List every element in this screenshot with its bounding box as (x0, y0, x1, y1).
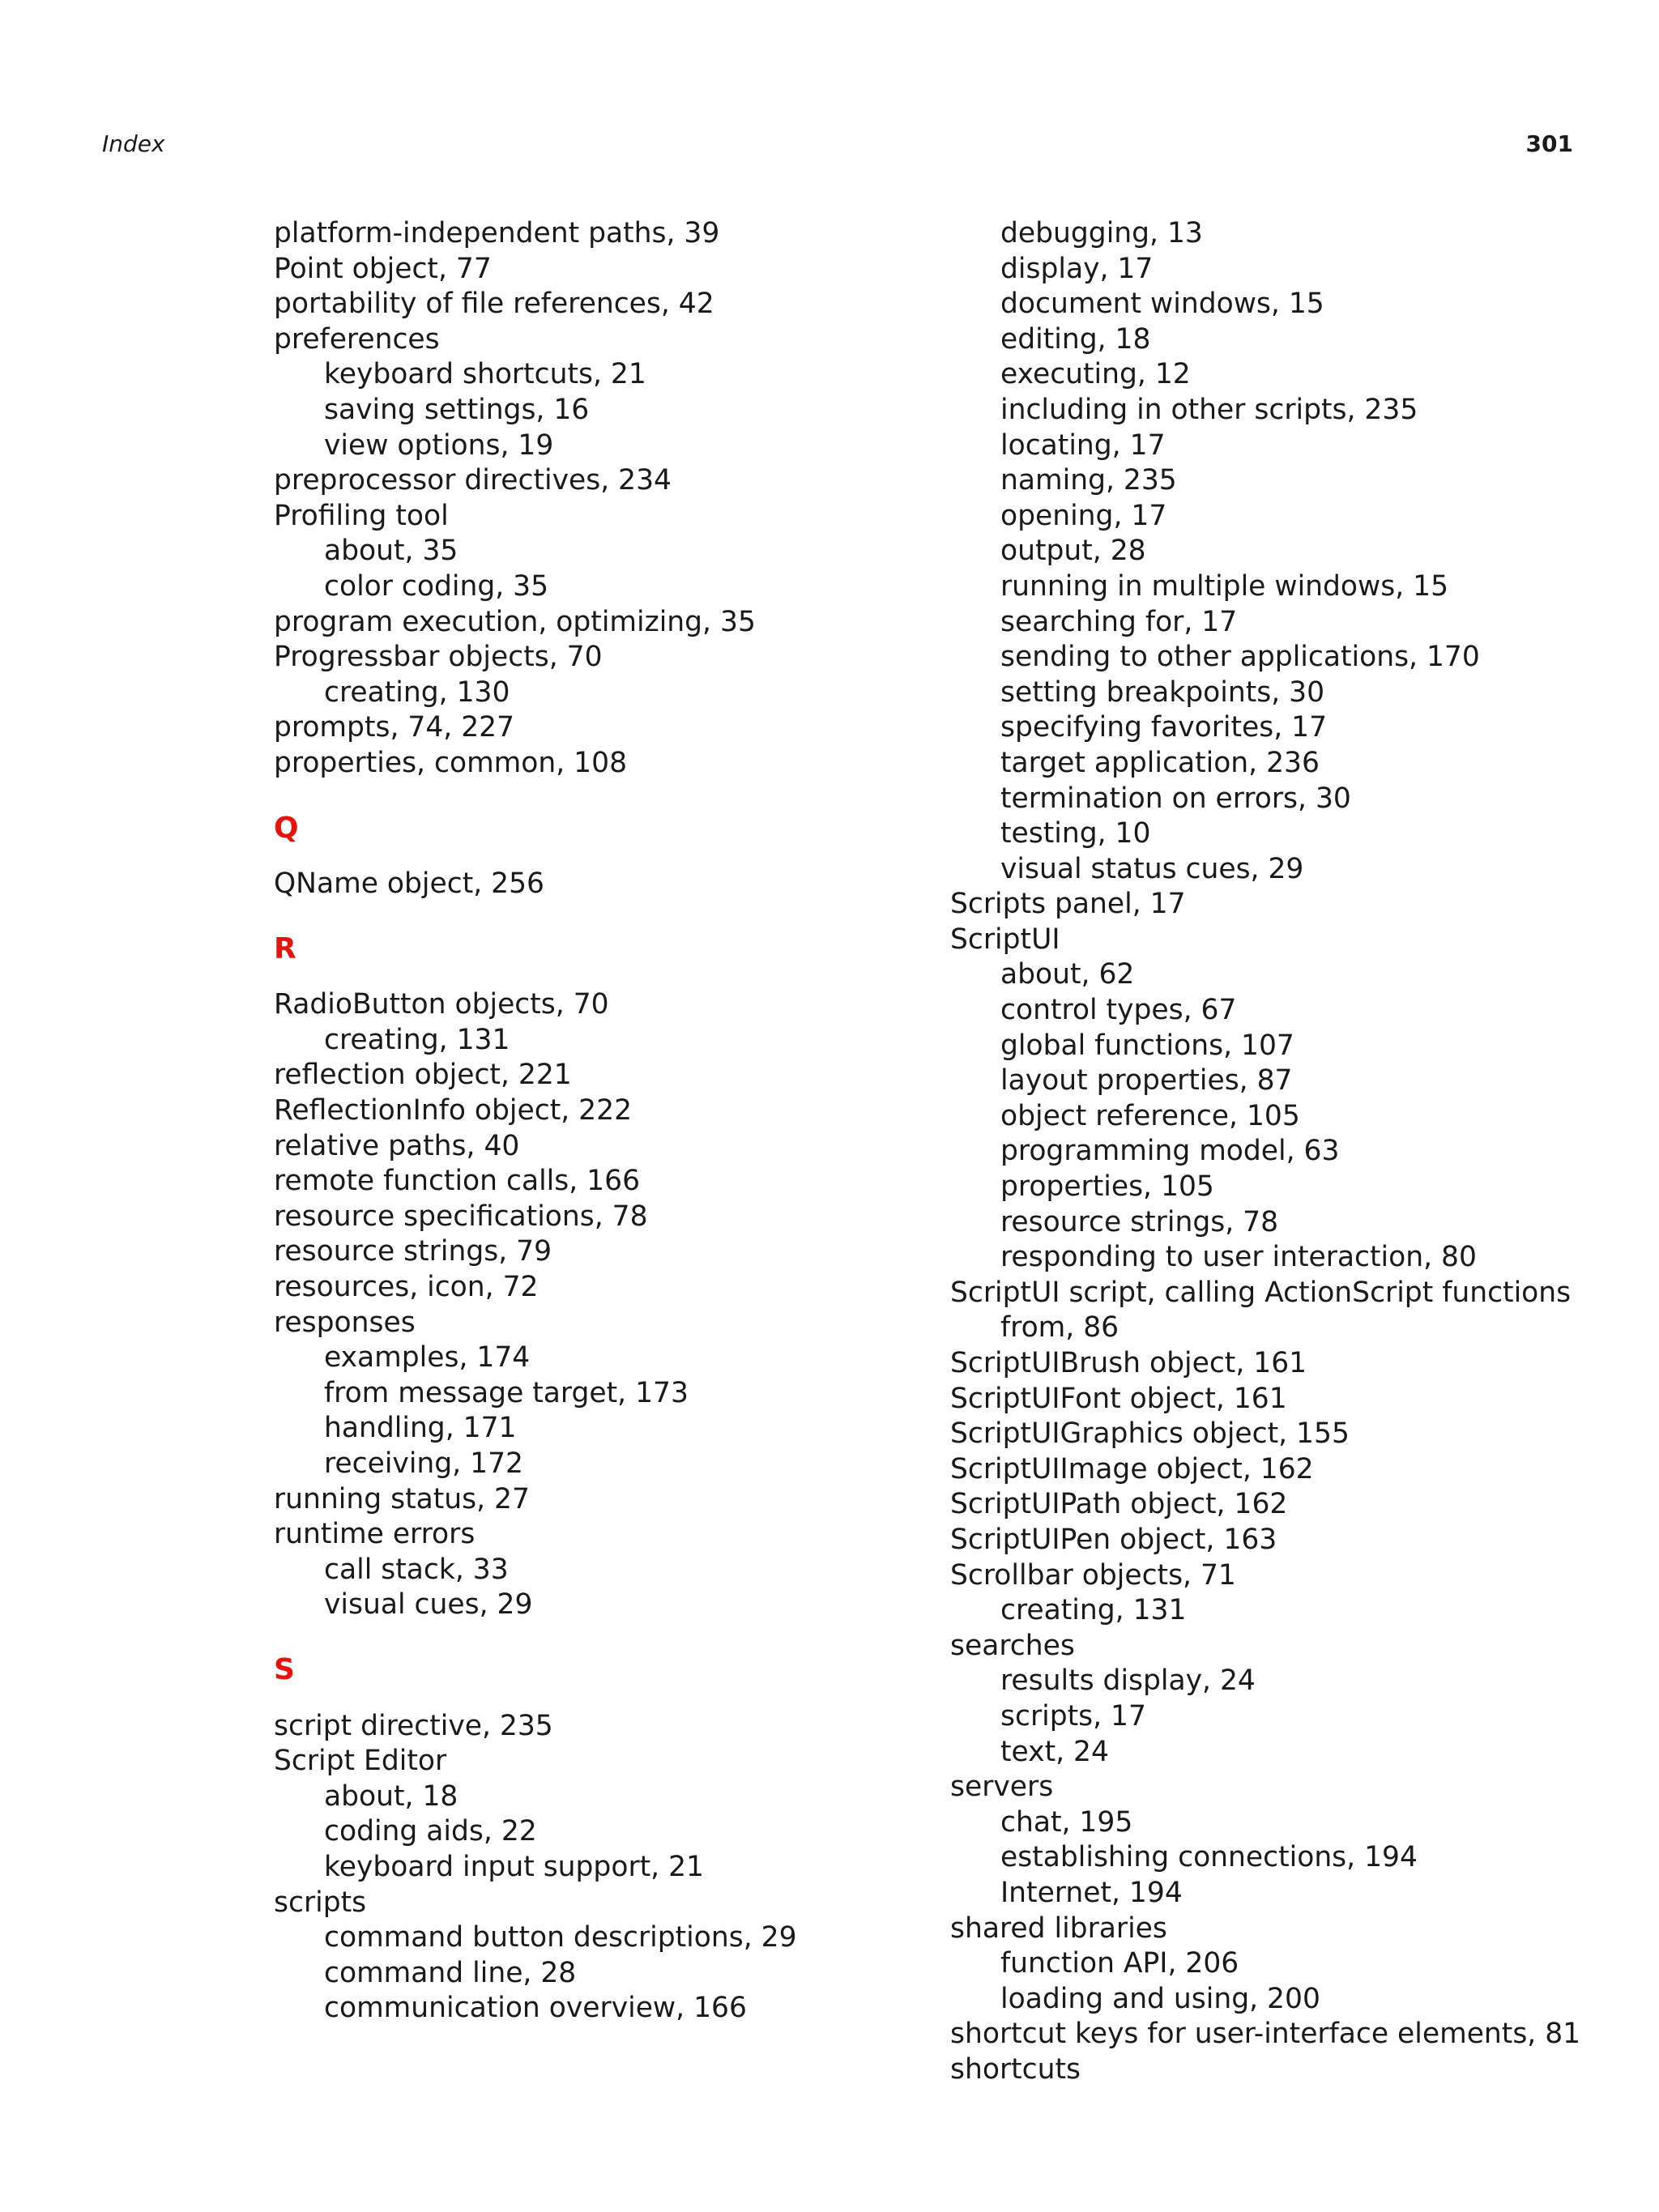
index-subentry: sending to other applications, 170 (1000, 641, 1480, 674)
running-head: Index (102, 130, 165, 157)
letter-heading: S (274, 1652, 295, 1686)
index-subentry: global functions, 107 (1000, 1029, 1294, 1062)
index-subentry: saving settings, 16 (324, 393, 590, 426)
letter-heading: R (274, 931, 296, 965)
index-entry: resource specifications, 78 (274, 1200, 648, 1233)
index-entry: Progressbar objects, 70 (274, 641, 603, 674)
index-subentry: including in other scripts, 235 (1000, 393, 1418, 426)
index-subentry: communication overview, 166 (324, 1992, 747, 2025)
index-entry: RadioButton objects, 70 (274, 988, 609, 1021)
index-column-right (950, 216, 1639, 2087)
index-subentry: command line, 28 (324, 1956, 577, 1989)
index-subentry: programming model, 63 (1000, 1135, 1340, 1168)
index-subentry: color coding, 35 (324, 569, 549, 603)
index-subentry: setting breakpoints, 30 (1000, 676, 1325, 709)
index-entry: ScriptUIPen object, 163 (950, 1523, 1277, 1556)
index-entry: ScriptUIFont object, 161 (950, 1382, 1287, 1415)
index-entry: portability of file references, 42 (274, 288, 714, 321)
index-subentry: responding to user interaction, 80 (1000, 1241, 1477, 1274)
index-entry: ScriptUIPath object, 162 (950, 1488, 1288, 1521)
letter-heading: Q (274, 811, 299, 845)
index-subentry: naming, 235 (1000, 464, 1177, 497)
index-subentry: specifying favorites, 17 (1000, 711, 1328, 744)
index-subentry: coding aids, 22 (324, 1815, 537, 1848)
index-entry: preferences (274, 322, 440, 356)
index-subentry: executing, 12 (1000, 358, 1191, 391)
index-column-left (274, 216, 962, 2027)
index-entry: runtime errors (274, 1518, 476, 1551)
index-subentry: text, 24 (1000, 1735, 1109, 1768)
index-entry: resource strings, 79 (274, 1235, 552, 1268)
index-subentry: opening, 17 (1000, 499, 1167, 532)
index-subentry: results display, 24 (1000, 1664, 1256, 1698)
index-subentry: termination on errors, 30 (1000, 782, 1351, 815)
index-entry: ScriptUI (950, 923, 1060, 956)
index-entry: script directive, 235 (274, 1709, 553, 1742)
index-entry: program execution, optimizing, 35 (274, 605, 756, 638)
index-entry: Scripts panel, 17 (950, 888, 1186, 921)
index-subentry: receiving, 172 (324, 1447, 523, 1480)
index-subentry: creating, 131 (1000, 1594, 1187, 1627)
page-number: 301 (1525, 130, 1573, 157)
index-subentry: from message target, 173 (324, 1376, 689, 1409)
index-subentry: output, 28 (1000, 535, 1146, 568)
index-subentry: Internet, 194 (1000, 1876, 1183, 1909)
index-subentry: display, 17 (1000, 252, 1154, 285)
index-entry: platform-independent paths, 39 (274, 217, 720, 249)
index-subentry: keyboard input support, 21 (324, 1850, 704, 1883)
index-entry: searches (950, 1629, 1075, 1662)
index-subentry: target application, 236 (1000, 746, 1320, 779)
index-subentry: keyboard shortcuts, 21 (324, 358, 646, 391)
index-subentry: locating, 17 (1000, 428, 1166, 462)
index-entry: ReflectionInfo object, 222 (274, 1094, 633, 1127)
index-subentry: control types, 67 (1000, 994, 1237, 1027)
index-subentry: handling, 171 (324, 1412, 517, 1445)
index-subentry: creating, 130 (324, 676, 510, 709)
index-subentry: chat, 195 (1000, 1805, 1133, 1839)
index-entry: Profiling tool (274, 499, 449, 532)
index-entry: shortcut keys for user-interface elements, 81 (950, 2018, 1581, 2051)
index-entry: servers (950, 1771, 1054, 1804)
index-entry: resources, icon, 72 (274, 1271, 539, 1304)
index-entry: properties, common, 108 (274, 746, 628, 779)
index-subentry: object reference, 105 (1000, 1099, 1300, 1132)
index-subentry: creating, 131 (324, 1023, 510, 1056)
index-subentry: establishing connections, 194 (1000, 1841, 1418, 1874)
index-entry: preprocessor directives, 234 (274, 464, 672, 497)
index-subentry: about, 62 (1000, 958, 1135, 991)
index-entry: shortcuts (950, 2052, 1081, 2086)
index-entry: prompts, 74, 227 (274, 711, 515, 744)
index-entry: Scrollbar objects, 71 (950, 1558, 1236, 1592)
index-subentry: examples, 174 (324, 1341, 531, 1375)
index-subentry: view options, 19 (324, 428, 554, 462)
index-entry: ScriptUIImage object, 162 (950, 1452, 1314, 1485)
index-entry: ScriptUI script, calling ActionScript functions from, 86 (950, 1276, 1572, 1345)
index-subentry: about, 35 (324, 535, 458, 568)
index-subentry: about, 18 (324, 1779, 458, 1813)
index-subentry: properties, 105 (1000, 1170, 1214, 1204)
index-subentry: scripts, 17 (1000, 1699, 1146, 1733)
index-entry: running status, 27 (274, 1482, 530, 1515)
index-subentry: call stack, 33 (324, 1553, 509, 1586)
index-subentry: visual status cues, 29 (1000, 852, 1304, 885)
index-entry: scripts (274, 1886, 367, 1919)
index-subentry: function API, 206 (1000, 1947, 1239, 1980)
index-subentry: searching for, 17 (1000, 605, 1238, 638)
index-subentry: visual cues, 29 (324, 1588, 533, 1622)
index-subentry: command button descriptions, 29 (324, 1921, 797, 1954)
index-subentry: editing, 18 (1000, 322, 1151, 356)
index-subentry: layout properties, 87 (1000, 1064, 1293, 1097)
index-subentry: debugging, 13 (1000, 217, 1203, 249)
index-subentry: document windows, 15 (1000, 288, 1324, 321)
index-entry: ScriptUIBrush object, 161 (950, 1347, 1307, 1379)
index-subentry: resource strings, 78 (1000, 1205, 1279, 1238)
index-subentry: loading and using, 200 (1000, 1982, 1320, 2015)
index-subentry: running in multiple windows, 15 (1000, 569, 1449, 603)
index-entry: responses (274, 1306, 416, 1339)
index-entry: relative paths, 40 (274, 1129, 520, 1162)
index-entry: ScriptUIGraphics object, 155 (950, 1417, 1350, 1451)
index-entry: Script Editor (274, 1745, 447, 1778)
index-entry: reflection object, 221 (274, 1059, 572, 1092)
index-subentry: testing, 10 (1000, 817, 1151, 850)
index-entry: remote function calls, 166 (274, 1165, 641, 1198)
index-entry: Point object, 77 (274, 252, 492, 285)
index-entry: QName object, 256 (274, 867, 544, 901)
index-entry: shared libraries (950, 1912, 1167, 1945)
